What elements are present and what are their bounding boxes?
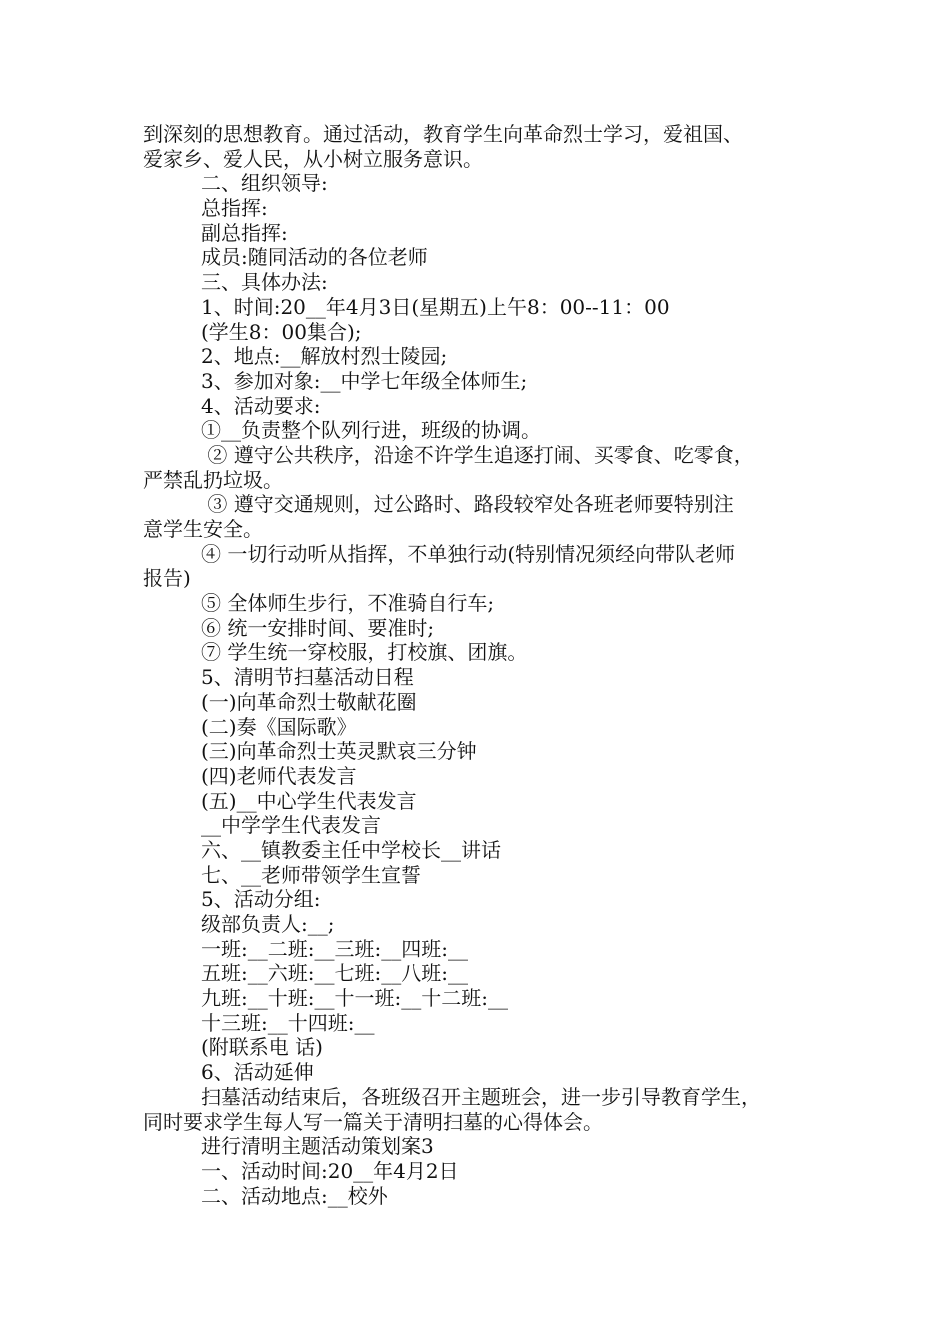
text-line: ⑥ 统一安排时间、要准时; [201, 615, 435, 640]
text-line: ①__负责整个队列行进，班级的协调。 [201, 418, 541, 443]
text-line: 3、参加对象:__中学七年级全体师生; [201, 368, 528, 393]
text-line: (二)奏《国际歌》 [201, 714, 357, 739]
text-line: 成员:随同活动的各位老师 [201, 245, 428, 270]
text-line: 同时要求学生每人写一篇关于清明扫墓的心得体会。 [143, 1109, 603, 1134]
text-line: ② 遵守公共秩序，沿途不许学生追逐打闹、买零食、吃零食， [201, 442, 754, 467]
document-body [143, 122, 823, 1208]
text-line: 2、地点:__解放村烈士陵园; [201, 344, 448, 369]
text-line: 6、活动延伸 [201, 1060, 314, 1085]
text-line: (五)__中心学生代表发言 [201, 788, 417, 813]
text-line: (附联系电 话) [201, 1035, 323, 1060]
text-line: 十三班:__十四班:__ [201, 1010, 375, 1035]
text-line: 5、活动分组: [201, 887, 321, 912]
text-line: 九班:__十班:__十一班:__十二班:__ [201, 986, 508, 1011]
text-line: (一)向革命烈士敬献花圈 [201, 689, 417, 714]
text-line: 二、活动地点:__校外 [201, 1183, 388, 1208]
text-line: (学生8：00集合); [201, 319, 362, 344]
text-line: 五班:__六班:__七班:__八班:__ [201, 961, 468, 986]
text-line: (三)向革命烈士英灵默哀三分钟 [201, 739, 477, 764]
text-line: 进行清明主题活动策划案3 [201, 1134, 434, 1159]
text-line: 报告) [143, 566, 191, 591]
text-line: 七、__老师带领学生宣誓 [201, 862, 421, 887]
text-line: 六、__镇教委主任中学校长__讲话 [201, 837, 501, 862]
text-line: 爱家乡、爱人民，从小树立服务意识。 [143, 146, 483, 171]
text-line: ⑤ 全体师生步行，不准骑自行车; [201, 591, 495, 616]
text-line: ③ 遵守交通规则，过公路时、路段较窄处各班老师要特别注 [201, 492, 734, 517]
text-line: 1、时间:20__年4月3日(星期五)上午8：00--11：00 [201, 294, 670, 319]
text-line: ⑦ 学生统一穿校服，打校旗、团旗。 [201, 640, 528, 665]
text-line: 4、活动要求: [201, 393, 321, 418]
text-line: 一班:__二班:__三班:__四班:__ [201, 936, 468, 961]
text-line: 扫墓活动结束后，各班级召开主题班会，进一步引导教育学生， [201, 1084, 761, 1109]
text-line: 一、活动时间:20__年4月2日 [201, 1158, 459, 1183]
text-line: 总指挥: [201, 196, 268, 221]
text-line: ④ 一切行动听从指挥，不单独行动(特别情况须经向带队老师 [201, 541, 736, 566]
text-line: 三、具体办法: [201, 270, 328, 295]
text-line: (四)老师代表发言 [201, 763, 357, 788]
text-line: 5、清明节扫墓活动日程 [201, 665, 414, 690]
text-line: 二、组织领导: [201, 171, 328, 196]
text-line: 副总指挥: [201, 220, 288, 245]
text-line: 级部负责人:__; [201, 912, 335, 936]
text-line: __中学学生代表发言 [201, 813, 381, 838]
text-line: 严禁乱扔垃圾。 [143, 467, 283, 492]
text-line: 意学生安全。 [143, 517, 263, 541]
text-line: 到深刻的思想教育。通过活动，教育学生向革命烈士学习，爱祖国、 [143, 122, 743, 146]
